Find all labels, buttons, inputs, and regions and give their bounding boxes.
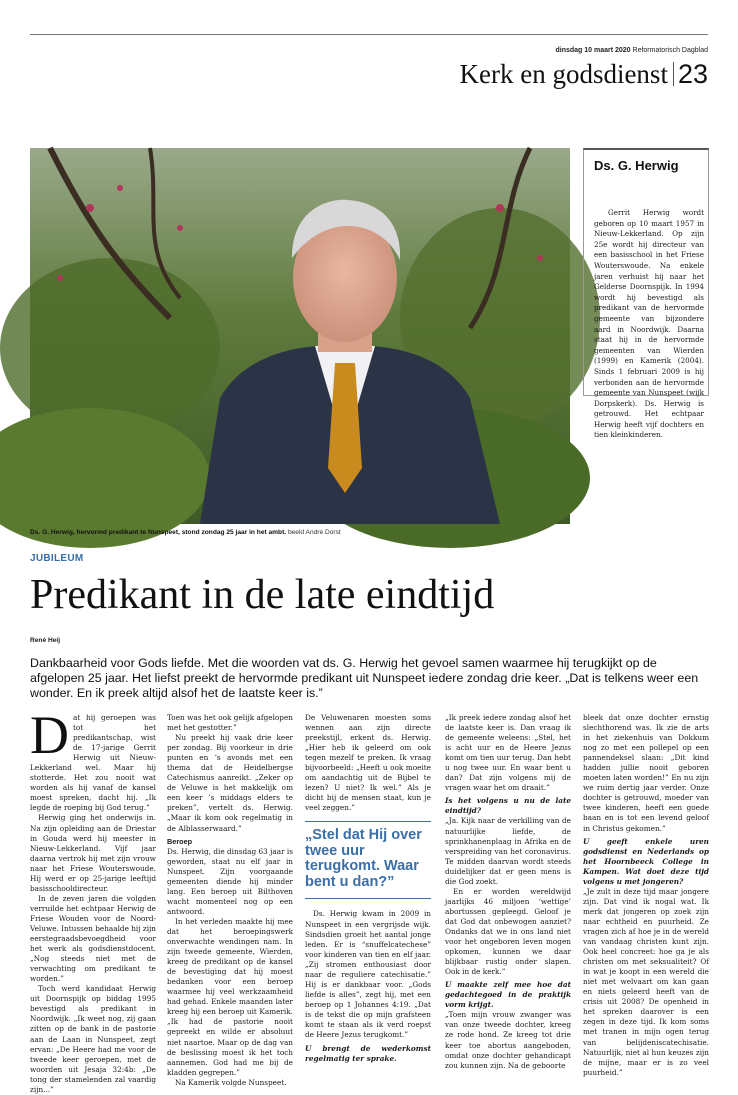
caption-text: Ds. G. Herwig, hervormd predikant te Nunspeet, stond zondag 25 jaar in het ambt. [30, 529, 287, 536]
paragraph: In het verleden maakte hij mee dat het beroepingswerk onverwachte wendingen nam. In zijn tweede gemeente, Wierden, kreeg de predikant op de kansel de bevestiging dat hij moest bedanken voor een beroep waarmee hij veel werkzaamheid had gehad. Enkele maanden later kreeg hij een beroep uit Kamerik. „Ik had de pastorie nooit gepreekt en wilde er absoluut niet naartoe. Maar op de dag van de beslissing moest ik het toch aannemen. God had me bij de kladden gegrepen.” [167, 916, 293, 1077]
paragraph: Ds. Herwig kwam in 2009 in Nunspeet in een vergrijsde wijk. Sindsdien groeit het aantal jonge leden. Er is “snuffelcatechese” voor kinderen van tien en elf jaar. „Zij stromen enthousiast door naar de reguliere catechisatie.” Hij is er dankbaar voor. „Gods liefde is alles”, zegt hij, met een beroep op 1 Johannes 4:19. „Dat is de tekst die op mijn grafsteen komt te staan als ik verd roepst de Heere Jezus terugkomt.” [305, 909, 431, 1040]
paragraph: Herwig ging het onderwijs in. Na zijn opleiding aan de Driestar in Gouda werd hij meester in Nieuw-Lekkerland. Vijf jaar daarna vertrok hij met zijn vrouw naar het Friese Wouterswoude. Hij werd er op 25-jarige leeftijd basisschooldirecteur. [30, 813, 156, 893]
question: U brengt de wederkomst regelmatig ter sprake. [305, 1044, 431, 1064]
portrait-photo [30, 148, 570, 524]
paragraph: bleek dat onze dochter ernstig slechthorend was. Ik zie de arts in het ziekenhuis van Dokkum nog zo met een pollepel op een pannendeksel slaan: „Dit kind hadden jullie nooit geboren moeten laten worden!” En nu zijn we ruim dertig jaar verder. Onze dochter is getrouwd, moeder van twee kinderen, heeft een goede baan en is tot een levend geloof in Christus gekomen.” [583, 713, 709, 833]
pull-quote: „Stel dat Hij over twee uur terugkomt. Waar bent u dan?” [305, 821, 431, 899]
dateline [555, 47, 708, 54]
question: U geeft enkele uren godsdienst en Nederlands op het Hoornbeeck College in Kampen. Wat doet deze tijd volgens u met jongeren? [583, 836, 709, 886]
paragraph: at hij geroepen was tot het predikantschap, wist de 17-jarige Gerrit Herwig uit Nieuw-Lekkerland wel. Maar hij stotterde. Het zou nooit wat worden als hij vanaf de kansel moest spreken, dacht hij. „Ik legde de roeping bij God terug.” [30, 713, 156, 813]
drop-cap: D [30, 705, 69, 765]
paragraph: Nu preekt hij vaak drie keer per zondag. Bij voorkeur in drie punten en ’s avonds met een thema dat de Heidelbergse Catechismus aanreikt. „Zeker op de Veluwe is het makkelijk om een keer ’s middags elders te preken”, vertelt ds. Herwig. „Maar ik kom ook regelmatig in de Alblasserwaard.” [167, 733, 293, 833]
question: U maakte zelf mee hoe dat gedachtegoed in de praktijk vorm krijgt. [445, 980, 571, 1010]
paragraph: „Ja. Kijk naar de verkilling van de natuurlijke liefde, de sprinkhanenplaag in Afrika en de verspreiding van het coronavirus. Te midden daarvan wordt steeds duidelijker dat er geen mens is die God zoekt. [445, 816, 571, 886]
section-title: Kerk en godsdienst [459, 59, 668, 89]
paragraph: „Je zult in deze tijd maar jongere zijn. Dat vind ik nogal wat. Ik merk dat jongeren op zoek zijn naar echtheid en puurheid. Ze vragen zich af hoe je in de wereld van vandaag christen kunt zijn. Ook heel concreet: hoe ga je als christen om met seksualiteit? Of in wat je koopt in een wereld die niet met welvaart om kan gaan en niets geleerd heeft van de crisis uit 2008? De openheid in het spreken daarover is een zegen in deze tijd. Ik kom soms met tranen in mijn ogen terug van belijdeniscatechisatie. Natuurlijk, niet al hun keuzes zijn de mijne, maar er is zo veel puurheid.” [583, 886, 709, 1077]
column-3 [305, 713, 431, 1064]
paragraph: Toen was het ook gelijk afgelopen met het gestotter.” [167, 713, 293, 733]
paragraph: Na Kamerik volgde Nunspeet. [175, 1077, 287, 1087]
issue-date: dinsdag 10 maart 2020 [555, 47, 631, 54]
article-headline: Predikant in de late eindtijd [30, 572, 495, 618]
section-header [459, 58, 708, 90]
column-2 [167, 713, 293, 1088]
photo-credit: beeld André Dorst [287, 529, 341, 536]
article-intro: Dankbaarheid voor Gods liefde. Met die woorden vat ds. G. Herwig het gevoel samen waarmee hij terugkijkt op de afgelopen 25 jaar. Het liefst preekt de hervormde predikant uit Nunspeet iedere zondag drie keer. „Dat is telkens weer een wonder. En ik preek altijd alsof het de laatste keer is.” [30, 656, 699, 700]
newspaper-name: Reformatorisch Dagblad [632, 47, 708, 54]
photo-caption [30, 529, 570, 536]
paragraph: In de zeven jaren die volgden verruilde het echtpaar Herwig de Friese Wouden voor de Noord-Veluwe. Intussen behaalde hij zijn eerstegraadsbevoegdheid voor het werk als godsdienstdocent. „Nog steeds niet met de verwachting om predikant te worden.” [30, 893, 156, 984]
question: Is het volgens u nu de late eindtijd? [445, 796, 571, 816]
bio-title: Ds. G. Herwig [594, 158, 679, 173]
page-number: 23 [677, 59, 708, 89]
top-rule [30, 34, 708, 35]
paragraph: En er worden wereldwijd jaarlijks 46 miljoen ‘wettige’ abortussen gepleegd. Geloof je dat God dat onbewogen aanziet? Ondanks dat we in ons land niet voor het ongeboren leven mogen opkomen, kunnen we daar blijkbaar rustig onder slapen. Ook in de kerk.” [445, 886, 571, 977]
paragraph: De Veluwenaren moesten soms wennen aan zijn directe preekstijl, erkent ds. Herwig. „Hier heb ik geleerd om ook tegen mezelf te preken. Ik vraag bijvoorbeeld: „Heeft u ook moeite om aandachtig uit de Bijbel te lezen? U niet? Ik wel.” Als je dicht bij de mensen staat, kun je veel zeggen.” [305, 713, 431, 813]
paragraph: Toch werd kandidaat Herwig uit Doornspijk op biddag 1995 bevestigd als predikant in Noordwijk. „Ik weet nog, zij gaan zitten op de bank in de pastorie aan de Laan in Nunspeet, zegt ervan: „De Heere had me voor de tweede keer geroepen, met de woorden uit Jesaja 32:4b: „De tong der stamelenden zal vaardig zijn...” [30, 984, 156, 1094]
column-1 [30, 705, 156, 1095]
paragraph: Ds. Herwig, die dinsdag 63 jaar is geworden, staat nu elf jaar in Nunspeet. Zijn voorgaande gemeenten diende hij minder lang. Een beroep uit Bilthoven wacht momenteel nog op een antwoord. [167, 846, 293, 916]
bio-box [583, 148, 709, 440]
paragraph: „Toen mijn vrouw zwanger was van onze tweede dochter, kreeg ze rode hond. Ze kreeg tot drie keer toe abortus aangeboden, omdat onze dochter gehandicapt zou kunnen zijn. Na de geboorte [445, 1010, 571, 1070]
subheading-beroep: Beroep [167, 836, 193, 846]
paragraph: „Ik preek iedere zondag alsof het de laatste keer is. Dan vraag ik de gemeente weleens: „Stel, het is acht uur en de Heere Jezus komt om tien uur terug. Dan hebt u nog twee uur. En waar bent u dan? Dat zijn volgens mij de vragen waar het om draait.” [445, 713, 571, 793]
section-divider [673, 62, 674, 86]
column-5 [583, 713, 709, 1078]
article-kicker: JUBILEUM [30, 553, 84, 564]
column-4 [445, 713, 571, 1071]
article-author: René Heij [30, 637, 61, 644]
portrait-illustration [30, 148, 570, 524]
bio-text: Gerrit Herwig wordt geboren op 10 maart 1957 in Nieuw-Lekkerland. Op zijn 25e wordt hij directeur van een basisschool in het Friese Wouterswoude. Na enkele jaren verhuist hij naar het Gelderse Doornspijk. In 1994 wordt hij bevestigd als predikant van de hervormde gemeente van bijzondere aard in Noordwijk. Daarna staat hij in de hervormde gemeenten van Wierden (1999) en Kamerik (2004). Sinds 1 februari 2009 is hij verbonden aan de hervormde gemeente van Nunspeet (wijk Dorpskerk). Ds. Herwig is getrouwd. Het echtpaar Herwig heeft vijf dochters en tien kleinkinderen. [594, 208, 704, 440]
